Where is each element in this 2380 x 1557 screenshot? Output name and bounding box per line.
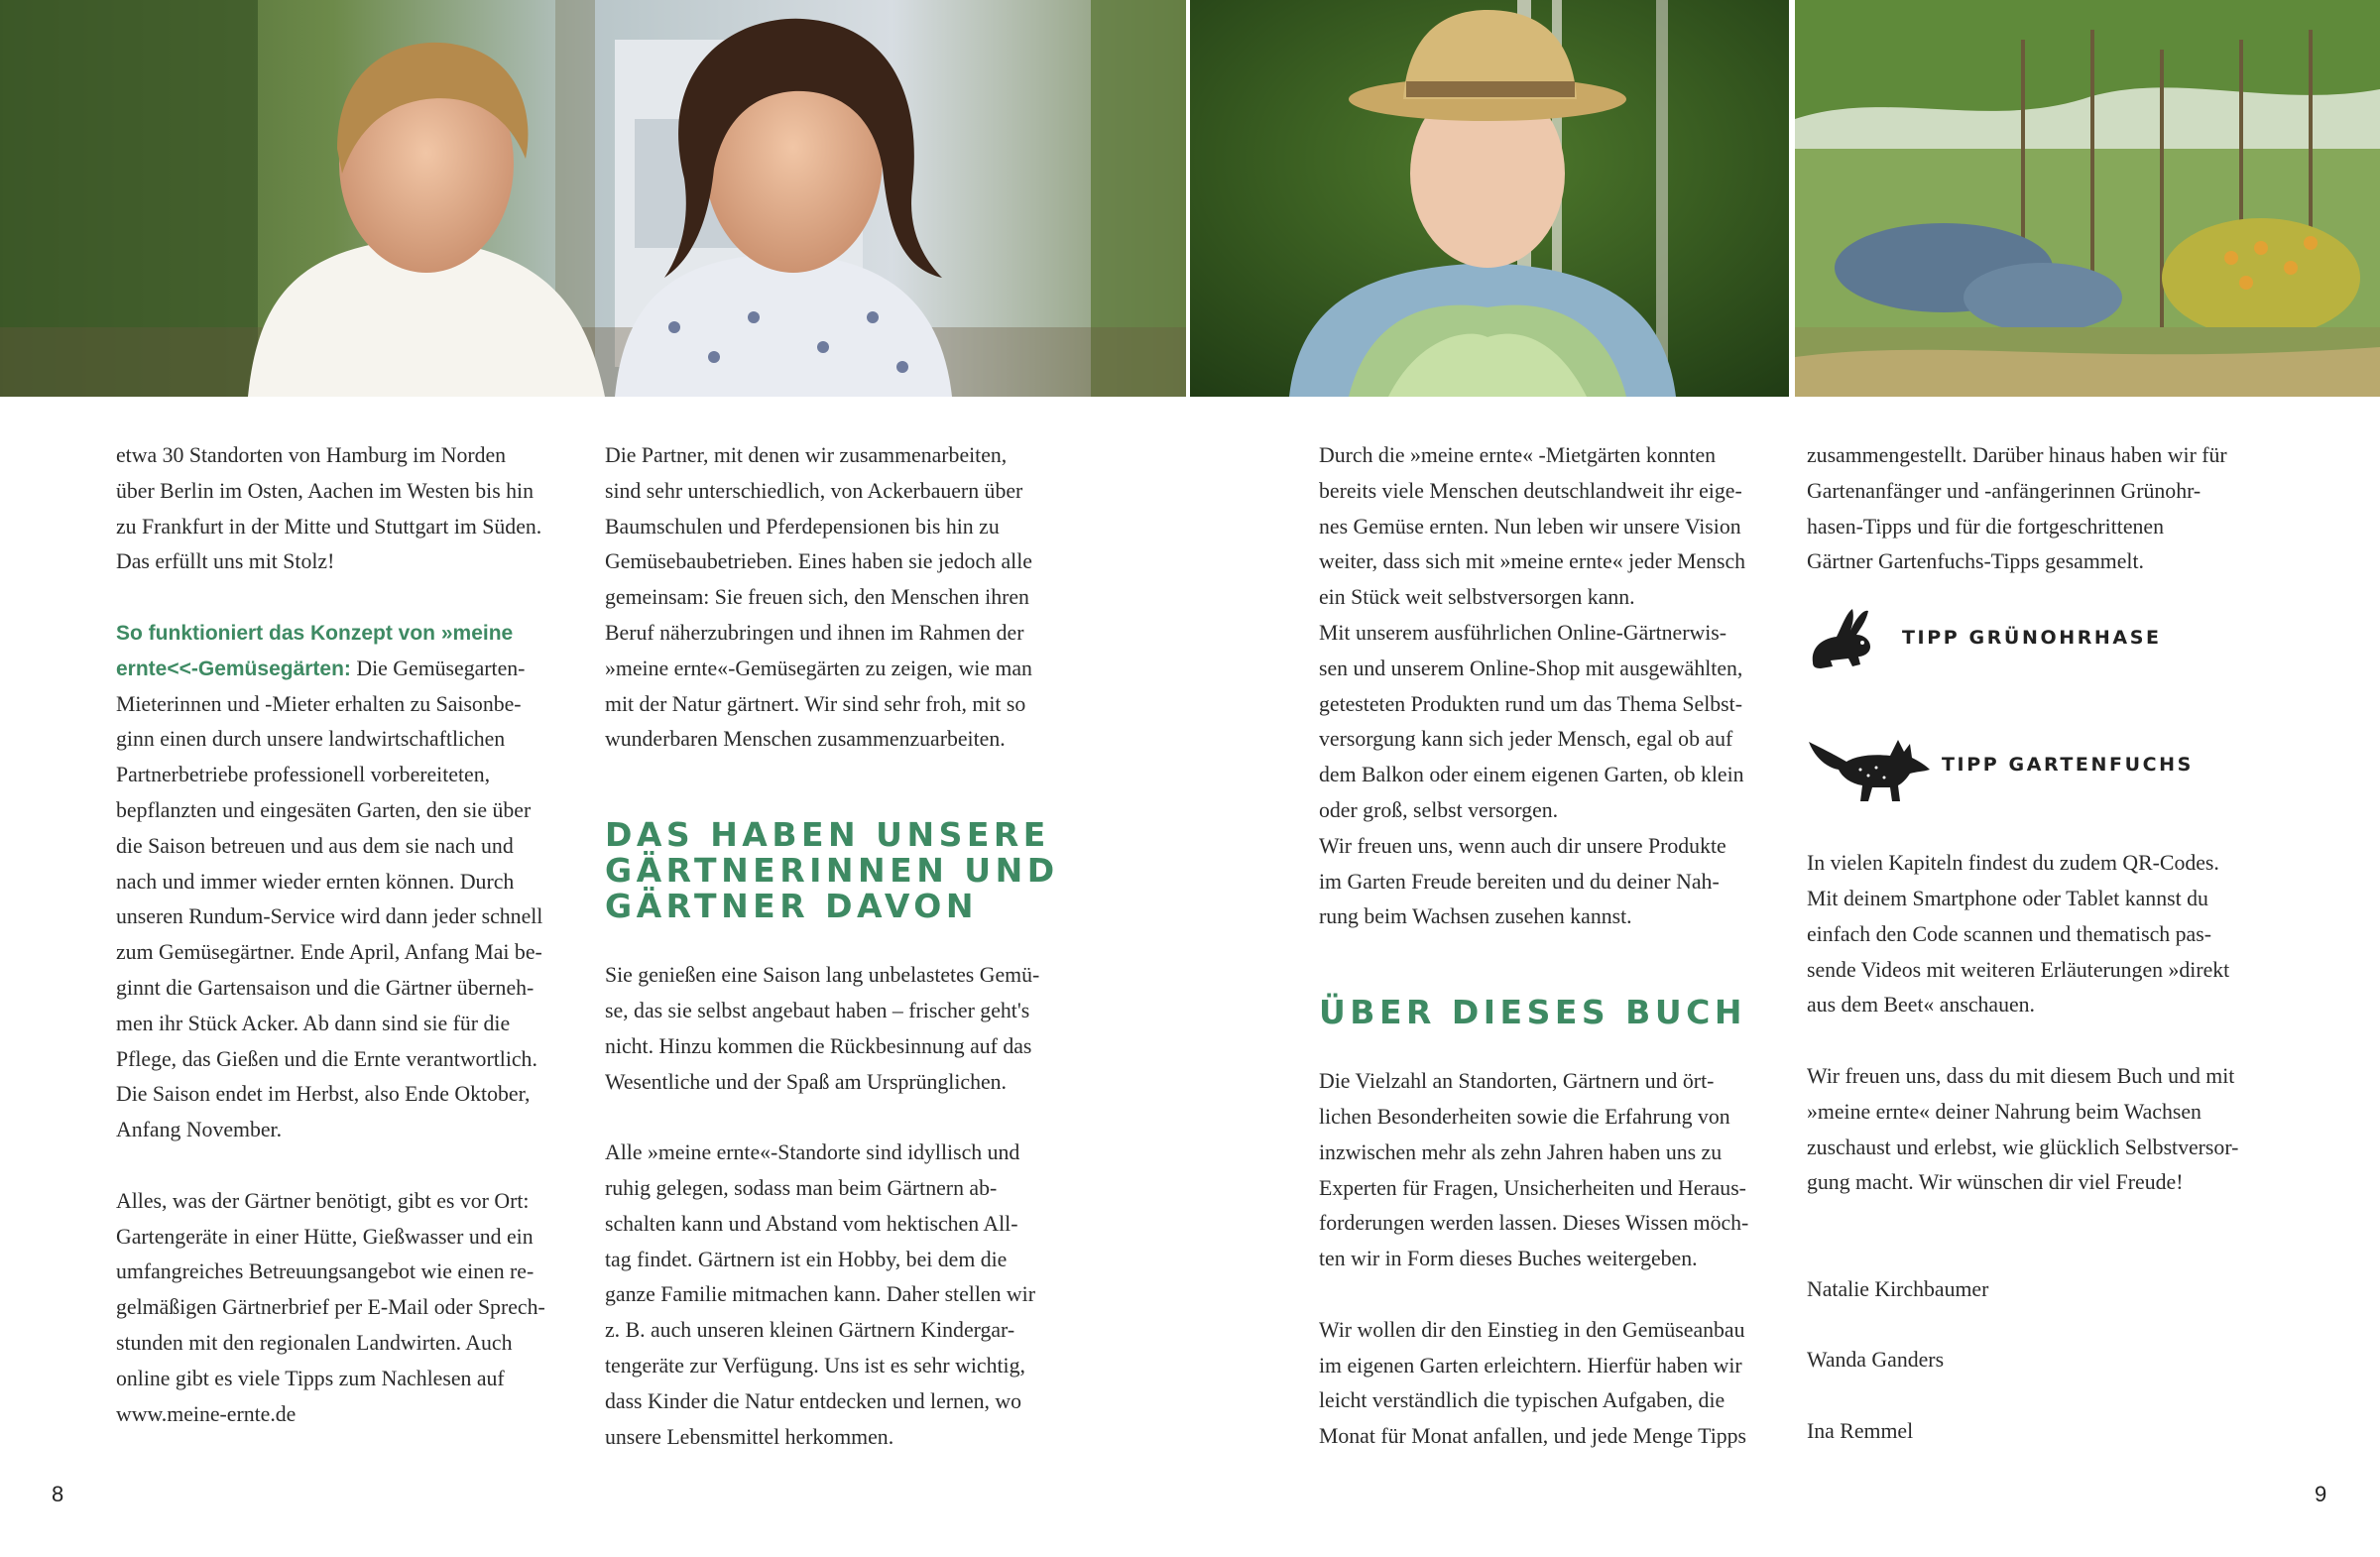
gardener-photo xyxy=(1190,0,1789,397)
paragraph: In vielen Kapiteln findest du zudem QR-Codes. Mit deinem Smartphone oder Tablet kannst du einfach den Code scannen und thematisch pas- sende Videos mit weiteren Erläuterungen »direkt aus dem Beet« anschauen. xyxy=(1807,851,2230,1018)
signature: Wanda Ganders xyxy=(1807,1348,1945,1373)
concept-paragraph xyxy=(116,616,582,1148)
signature: Ina Remmel xyxy=(1807,1418,1914,1443)
section-heading: ÜBER DIESES BUCH xyxy=(1319,993,1746,1032)
gardener-photo-image xyxy=(1190,0,1789,397)
paragraph: etwa 30 Standorten von Hamburg im Norden über Berlin im Osten, Aachen im Westen bis hin zu Frankfurt in der Mitte und Stuttgart im Süden. Das erfüllt uns mit Stolz! xyxy=(116,443,542,574)
founders-photo xyxy=(0,0,1190,397)
right-page-column-1 xyxy=(1319,438,1785,1455)
left-page-column-1 xyxy=(116,438,582,1432)
paragraph: Die Vielzahl an Standorten, Gärtnern und ört- lichen Besonderheiten sowie die Erfahrung von inzwischen mehr als zehn Jahren haben uns zu Experten für Fragen, Unsicherheiten und Heraus- forderungen werden lassen. Dieses Wissen möch- ten wir in Form dieses Buches weitergeben. xyxy=(1319,1069,1749,1271)
founders-photo-image xyxy=(0,0,1190,397)
paragraph: Alles, was der Gärtner benötigt, gibt es vor Ort: Gartengeräte in einer Hütte, Gießwasser und ein umfangreiches Betreuungsangebot wie einen re- gelmäßigen Gärtnerbrief per E-Mail oder Sprech- stunden mit den regionalen Landwirten. Auch online gibt es viele Tipps zum Nachlesen auf www.meine-ernte.de xyxy=(116,1188,545,1426)
right-page-column-2 xyxy=(1807,438,2273,1486)
concept-lead-in: So funktioniert das Konzept von »meine ernte<<-Gemüsegärten: xyxy=(116,621,514,680)
left-page-column-2 xyxy=(605,438,1071,1455)
rabbit-icon xyxy=(1807,605,1882,672)
paragraph: Die Partner, mit denen wir zusammenarbeiten, sind sehr unterschiedlich, von Ackerbauern über Baumschulen und Pferdepensionen bis hin zu Gemüsebaubetrieben. Eines haben sie jedoch alle gemeinsam: Sie freuen sich, den Menschen ihren Beruf näherzubringen und ihnen im Rahmen der »meine ernte«-Gemüsegärten zu zeigen, wie man mit der Natur gärtnert. Wir sind sehr froh, mit so wunderbaren Menschen zusammenzuarbeiten. xyxy=(605,443,1032,752)
garden-photo-image xyxy=(1795,0,2380,397)
tip-fox-label: TIPP GARTENFUCHS xyxy=(1942,754,2194,777)
paragraph: Durch die »meine ernte« -Mietgärten konnten bereits viele Menschen deutschlandweit ihr eige- nes Gemüse ernten. Nun leben wir unsere Vision weiter, dass sich mit »meine ernte« jeder Mensch ein Stück weit selbstversorgen kann. Mit unserem ausführlichen Online-Gärtnerwis- sen und unserem Online-Shop mit ausgewählten, getesteten Produkten rund um das Thema Selbst- versorgung kann sich jeder Mensch, egal ob auf dem Balkon oder einem eigenen Garten, ob klein oder groß, selbst versorgen. Wir freuen uns, wenn auch dir unsere Produkte im Garten Freude bereiten und du deiner Nah- rung beim Wachsen zusehen kannst. xyxy=(1319,443,1746,929)
paragraph: Wir wollen dir den Einstieg in den Gemüseanbau im eigenen Garten erleichtern. Hierfür haben wir leicht verständlich die typischen Aufgaben, die Monat für Monat anfallen, und jede Menge Tipps xyxy=(1319,1317,1747,1449)
signature-block xyxy=(1807,1237,2273,1486)
paragraph: Sie genießen eine Saison lang unbelastetes Gemü- se, das sie selbst angebaut haben – frischer geht's nicht. Hinzu kommen die Rückbesinnung auf das Wesentliche und der Spaß am Ursprünglichen. xyxy=(605,963,1040,1094)
signature: Natalie Kirchbaumer xyxy=(1807,1276,1989,1301)
tip-fox xyxy=(1807,723,2273,808)
page-number-left: 8 xyxy=(52,1482,64,1506)
tip-rabbit-label: TIPP GRÜNOHRHASE xyxy=(1902,627,2162,650)
paragraph: Wir freuen uns, dass du mit diesem Buch und mit »meine ernte« deiner Nahrung beim Wachsen zuschaust und erlebst, wie glücklich Selbstversor- gung macht. Wir wünschen dir viel Freude! xyxy=(1807,1063,2239,1195)
paragraph: zusammengestellt. Darüber hinaus haben wir für Gartenanfänger und -anfängerinnen Grünohr- hasen-Tipps und für die fortgeschrittenen Gärtner Gartenfuchs-Tipps gesammelt. xyxy=(1807,443,2227,574)
tip-rabbit xyxy=(1807,596,2273,681)
concept-body: Die Gemüsegarten- Mieterinnen und -Mieter erhalten zu Saisonbe- ginn einen durch unsere landwirtschaftlichen Partnerbetriebe professionell vorbereiteten, bepflanzten und eingesäten Garten, den sie über die Saison betreuen und aus dem sie nach und nach und immer wieder ernten können. Durch unseren Rundum-Service wird dann jeder schnell zum Gemüsegärtner. Ende April, Anfang Mai be- ginnt die Gartensaison und die Gärtner überneh- men ihr Stück Acker. Ab dann sind sie für die Pflege, das Gießen und die Ernte verantwortlich. Die Saison endet im Herbst, also Ende Oktober, Anfang November. xyxy=(116,656,543,1142)
fox-icon xyxy=(1807,726,1932,805)
page-number-right: 9 xyxy=(2315,1482,2327,1506)
section-heading: DAS HABEN UNSERE GÄRTNERINNEN UND GÄRTNER DAVON xyxy=(605,815,1059,926)
photo-strip xyxy=(0,0,2380,397)
garden-photo xyxy=(1795,0,2380,397)
paragraph: Alle »meine ernte«-Standorte sind idyllisch und ruhig gelegen, sodass man beim Gärtnern ab- schalten kann und Abstand vom hektischen All- tag findet. Gärtnern ist ein Hobby, bei dem die ganze Familie mitmachen kann. Daher stellen wir z. B. auch unseren kleinen Gärtnern Kindergar- tengeräte zur Verfügung. Uns ist es sehr wichtig, dass Kinder die Natur entdecken und lernen, wo unsere Lebensmittel herkommen. xyxy=(605,1140,1035,1449)
